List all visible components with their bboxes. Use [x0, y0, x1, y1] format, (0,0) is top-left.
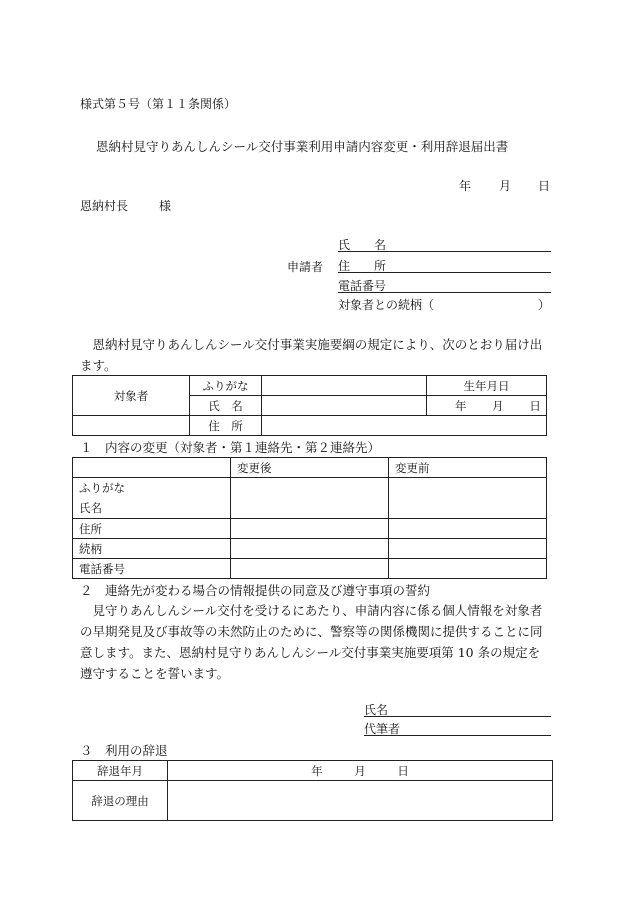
section2-body: 見守りあんしんシール交付を受けるにあたり、申請内容に係る個人情報を対象者の早期発見及び事故等の未然防止のために、警察等の関係機関に提供することに同意します。また、恩納村見守りあんしんシール交付事業実施要項第 10 条の規定を遵守することを誓います。: [80, 603, 543, 681]
withdrawal-reason-label: 辞退の理由: [73, 781, 168, 821]
before-relation[interactable]: [389, 539, 547, 559]
before-phone[interactable]: [389, 559, 547, 579]
applicant-address-line: [338, 257, 551, 273]
row-label-relation: 続柄: [73, 539, 231, 559]
birth-year: 年: [455, 398, 467, 413]
subject-label: 対象者: [73, 376, 190, 416]
applicant-label: 申請者: [287, 260, 324, 274]
row-label-name: 氏名: [79, 501, 102, 515]
applicant-phone-line: [338, 277, 551, 293]
withdrawal-month: 月: [354, 763, 366, 778]
col-before-header: 変更前: [389, 458, 547, 478]
applicant-name-line: [338, 236, 551, 252]
document-title: 恩納村見守りあんしんシール交付事業利用申請内容変更・利用辞退届出書: [96, 139, 509, 154]
birth-day: 日: [529, 398, 541, 413]
intro-paragraph: 恩納村見守りあんしんシール交付事業実施要綱の規定により、次のとおり届け出ます。: [80, 337, 543, 373]
applicant-relation-close: ）: [538, 298, 551, 312]
subject-birthdate-label: 生年月日: [427, 376, 547, 396]
withdrawal-day: 日: [397, 763, 409, 778]
subject-address-label: 住 所: [190, 416, 262, 436]
consent-proxy-line: [364, 720, 551, 736]
withdrawal-date-value[interactable]: [168, 761, 553, 781]
before-furigana-name[interactable]: [389, 478, 547, 519]
row-label-furigana: ふりがな: [79, 481, 125, 495]
date-day: 日: [538, 179, 551, 193]
consent-proxy-label: 代筆者: [364, 722, 401, 736]
subject-address-value[interactable]: [262, 416, 547, 436]
section3-heading: ３ 利用の辞退: [80, 743, 168, 758]
withdrawal-date-label: 辞退年月: [73, 761, 168, 781]
subject-address-blank: [73, 416, 190, 436]
consent-name-line: [364, 701, 551, 717]
after-furigana-name[interactable]: [231, 478, 389, 519]
applicant-name-label: 氏 名: [338, 238, 387, 252]
date-year: 年: [459, 179, 472, 193]
after-relation[interactable]: [231, 539, 389, 559]
subject-table: [72, 375, 547, 436]
addressee-name: 恩納村長: [80, 199, 129, 213]
row-furigana-name: [73, 478, 231, 519]
section1-heading: １ 内容の変更（対象者・第１連絡先・第２連絡先）: [80, 440, 381, 455]
row-label-address: 住所: [73, 519, 231, 539]
before-address[interactable]: [389, 519, 547, 539]
subject-birthdate-value[interactable]: [427, 396, 547, 416]
col-after-header: 変更後: [231, 458, 389, 478]
change-header-blank: [73, 458, 231, 478]
applicant-relation-label: 対象者との続柄（: [338, 298, 435, 312]
applicant-address-label: 住 所: [338, 259, 387, 273]
date-month: 月: [499, 179, 512, 193]
addressee-honorific: 様: [159, 199, 172, 213]
applicant-phone-label: 電話番号: [338, 279, 387, 293]
withdrawal-reason-value[interactable]: [168, 781, 553, 821]
subject-furigana-label: ふりがな: [190, 376, 262, 396]
subject-furigana-value[interactable]: [262, 376, 427, 396]
subject-name-value[interactable]: [262, 396, 427, 416]
section2-heading: ２ 連絡先が変わる場合の情報提供の同意及び遵守事項の誓約: [80, 583, 431, 598]
after-address[interactable]: [231, 519, 389, 539]
after-phone[interactable]: [231, 559, 389, 579]
change-table: [72, 457, 547, 579]
withdrawal-table: [72, 760, 553, 821]
row-label-phone: 電話番号: [73, 559, 231, 579]
birth-month: 月: [492, 398, 504, 413]
subject-name-label: 氏 名: [190, 396, 262, 416]
withdrawal-year: 年: [311, 763, 323, 778]
consent-name-label: 氏名: [364, 703, 389, 717]
form-number: 様式第５号（第１１条関係）: [80, 97, 237, 111]
